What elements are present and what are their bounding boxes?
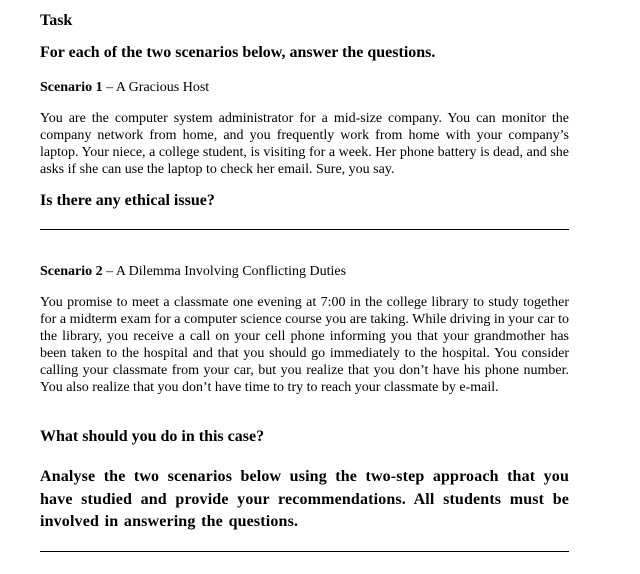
scenario-2-title: [40, 264, 346, 280]
scenario-1-question: Is there any ethical issue?: [40, 192, 215, 209]
answer-line-1: [40, 229, 569, 230]
scenario-1-title: [40, 80, 209, 96]
analyse-instruction: Analyse the two scenarios below using the two-step approach that you have studied and provide your recommendations. All students must be involved in answering the questions.: [40, 468, 569, 530]
scenario-2-label: Scenario 2: [40, 264, 103, 279]
instruction-text: For each of the two scenarios below, answer the questions.: [40, 44, 436, 61]
task-heading: Task: [40, 12, 73, 29]
scenario-1-body: You are the computer system administrator for a mid-size company. You can monitor the company network from home, and you frequently work from home with your company’s laptop. Your niece, a college student, is visiting for a week. Her phone battery is dead, and she asks if she can use the laptop to check her email. Sure, you say.: [40, 111, 569, 177]
scenario-2-question: What should you do in this case?: [40, 428, 265, 445]
answer-line-2: [40, 551, 569, 552]
scenario-2-subtitle: – A Dilemma Involving Conflicting Duties: [102, 264, 347, 279]
scenario-2-body: You promise to meet a classmate one evening at 7:00 in the college library to study together for a midterm exam for a computer science course you are taking. While driving in your car to the library, you receive a call on your cell phone informing you that your grandmother has been taken to the hospital and that you should go immediately to the hospital. You consider calling your classmate from your car, but you realize that you don’t have his phone number. You also realize that you don’t have time to try to reach your classmate by e-mail.: [40, 295, 569, 395]
scenario-1-label: Scenario 1: [40, 80, 103, 95]
scenario-1-subtitle: – A Gracious Host: [102, 80, 210, 95]
